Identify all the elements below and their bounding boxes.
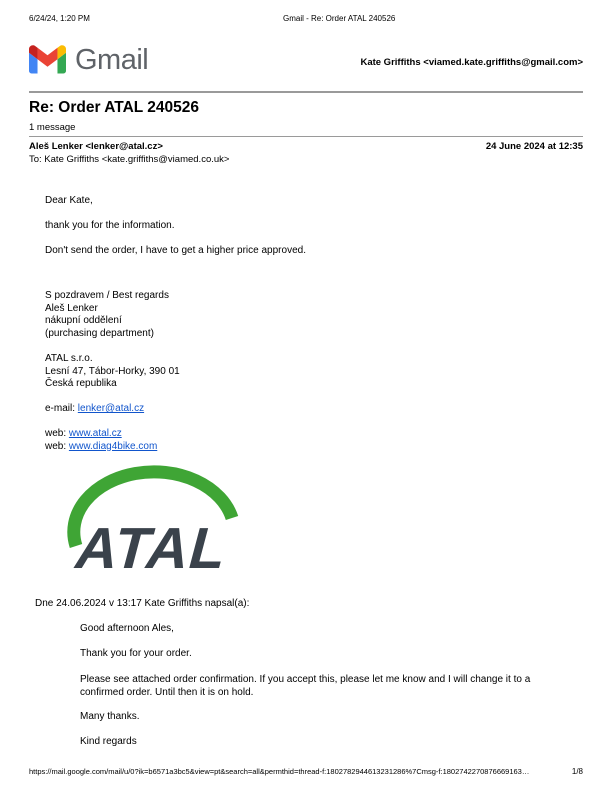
signature-name: Aleš Lenker — [45, 302, 98, 314]
web-link-diag4bike[interactable]: www.diag4bike.com — [68, 440, 158, 452]
account-email: Kate Griffiths <viamed.kate.griffiths@gmail.com> — [360, 56, 583, 68]
quote-line-1: Good afternoon Ales, — [80, 623, 174, 634]
gmail-wordmark: Gmail — [75, 44, 149, 76]
web-label-1: web: — [45, 428, 69, 439]
print-datetime: 6/24/24, 1:20 PM — [29, 14, 90, 23]
web-label-2: web: — [45, 440, 69, 452]
signature-company: ATAL s.r.o. — [45, 353, 93, 364]
email-link[interactable]: lenker@atal.cz — [77, 403, 145, 414]
signature-email-line — [45, 403, 144, 416]
sender-name-email: Aleš Lenker <lenker@atal.cz> — [29, 141, 163, 152]
quote-line-4: Many thanks. — [80, 711, 140, 722]
signature-dept-cz: nákupní oddělení — [45, 315, 122, 326]
body-paragraph-1: thank you for the information. — [45, 220, 175, 231]
signature-address: Lesní 47, Tábor-Horky, 390 01 — [45, 365, 180, 377]
signature-web-lines — [45, 428, 157, 453]
atal-logo-text: ATAL — [73, 516, 229, 581]
recipient-line: To: Kate Griffiths <kate.griffiths@viamed.co.uk> — [29, 153, 230, 165]
subject-block — [29, 99, 199, 133]
quote-line-5: Kind regards — [80, 736, 137, 747]
email-subject: Re: Order ATAL 240526 — [29, 99, 199, 116]
signature-country: Česká republika — [45, 378, 117, 389]
print-title: Gmail - Re: Order ATAL 240526 — [283, 14, 396, 23]
signature-block-1 — [45, 290, 169, 340]
signature-block-2 — [45, 353, 180, 391]
divider-mid — [29, 136, 583, 137]
atal-logo — [62, 474, 292, 582]
gmail-logo — [29, 45, 148, 79]
email-label: e-mail: — [45, 403, 78, 414]
quote-line-2: Thank you for your order. — [80, 648, 192, 659]
body-paragraph-2: Don't send the order, I have to get a higher price approved. — [45, 245, 306, 256]
quote-line-3: Please see attached order confirmation. If you accept this, please let me know and I will change it to a confirmed order. Until then it is on hold. — [80, 674, 531, 698]
message-count: 1 message — [29, 122, 76, 133]
quote-header: Dne 24.06.2024 v 13:17 Kate Griffiths napsal(a): — [35, 598, 250, 609]
message-date: 24 June 2024 at 12:35 — [485, 141, 583, 152]
signature-dept-en: (purchasing department) — [45, 327, 154, 339]
body-greeting: Dear Kate, — [45, 195, 93, 206]
gmail-header-row — [29, 44, 583, 80]
print-footer-page: 1/8 — [571, 767, 583, 776]
from-row — [29, 141, 583, 152]
signature-regards: S pozdravem / Best regards — [45, 290, 169, 301]
divider-top — [29, 91, 583, 93]
gmail-m-icon — [29, 45, 66, 79]
web-link-atal[interactable]: www.atal.cz — [68, 428, 122, 439]
print-footer-url: https://mail.google.com/mail/u/0?ik=b6571a3bc5&view=pt&search=all&permthid=thread-f:1802782944613231286%7Cmsg-f:1802742270876669163… — [29, 767, 530, 776]
